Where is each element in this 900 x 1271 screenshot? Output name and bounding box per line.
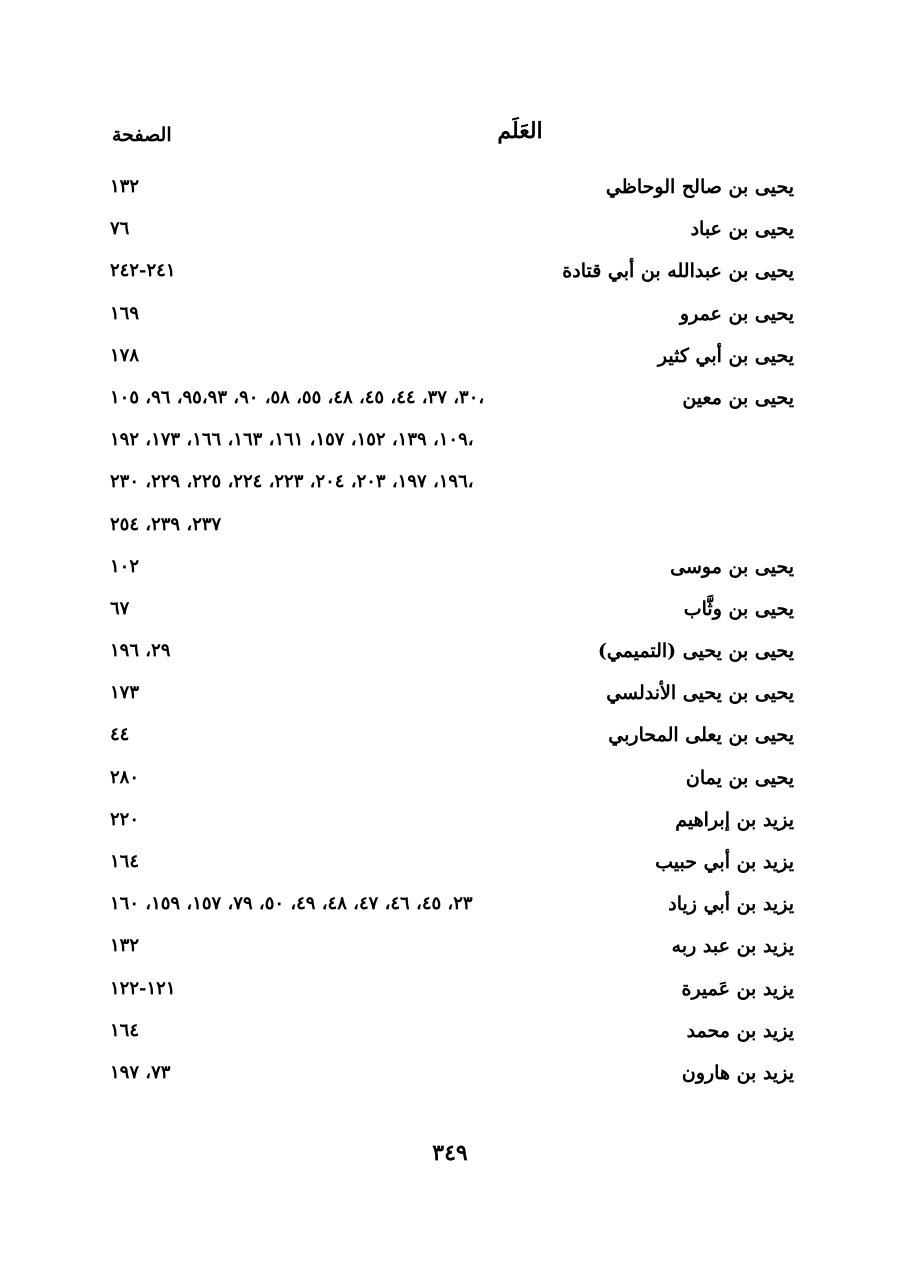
index-entry	[110, 632, 794, 674]
entry-name: يحيى بن عبدالله بن أبي قتادة	[562, 260, 794, 283]
entry-name: يحيى بن أبي كثير	[657, 344, 794, 367]
entry-name: يحيى بن صالح الوحاظي	[605, 176, 794, 198]
index-entry	[110, 1012, 794, 1054]
entry-pages: ١٦٩	[110, 302, 140, 324]
index-entry	[110, 590, 794, 632]
entry-pages: ١٦٤	[110, 1019, 140, 1041]
index-entry	[110, 716, 794, 758]
entry-name: يزيد بن أبي حبيب	[655, 851, 794, 873]
entry-pages: ٤٤	[110, 724, 130, 746]
entry-pages: ٢٤١-٢٤٢	[110, 260, 176, 282]
index-entry	[110, 421, 794, 463]
index-entry	[110, 168, 794, 210]
index-entry	[110, 970, 794, 1012]
entry-pages: ٢٢٠	[110, 808, 140, 830]
index-entry	[110, 295, 794, 337]
entry-pages: ١٣٢	[110, 176, 140, 197]
entry-pages: ١٧٣	[110, 682, 140, 704]
index-entry	[110, 379, 794, 421]
entry-name: يزيد بن محمد	[686, 1019, 794, 1042]
entry-pages: ٣٠، ٣٧، ٤٤، ٤٥، ٤٨، ٥٥، ٥٨، ٩٠، ٩٥،٩٣، ٩٦، ١٠٥،	[110, 386, 485, 408]
entry-pages: ٧٦	[110, 218, 130, 240]
entry-pages: ٢٣٧، ٢٣٩، ٢٥٤	[110, 513, 222, 535]
index-entry	[110, 506, 794, 548]
entry-pages: ١٧٨	[110, 344, 140, 366]
index-entry	[110, 843, 794, 885]
entry-name: يحيى بن يمان	[685, 766, 794, 789]
entry-name: يزيد بن عبد ربه	[671, 935, 794, 958]
entry-pages: ١٠٢	[110, 555, 140, 577]
entry-pages: ١٦٤	[110, 851, 140, 872]
index-list	[110, 168, 794, 1096]
index-entry	[110, 801, 794, 843]
page-column-header: الصفحة	[112, 124, 172, 146]
entry-name: يحيى بن يعلى المحاربي	[608, 724, 794, 747]
index-entry	[110, 1054, 794, 1096]
index-entry	[110, 674, 794, 716]
entry-pages: ٧٣، ١٩٧	[110, 1061, 171, 1083]
entry-name: يحيى بن يحيى الأندلسي	[606, 682, 794, 705]
index-entry	[110, 337, 794, 379]
entry-name: يحيى بن عباد	[690, 218, 794, 241]
index-entry	[110, 210, 794, 252]
name-column-header: العَلَم	[497, 118, 543, 144]
entry-name: يزيد بن إبراهيم	[675, 808, 794, 831]
entry-name: يزيد بن عَميرة	[681, 977, 794, 1000]
entry-name: يحيى بن وثَّاب	[683, 597, 794, 620]
index-entry	[110, 885, 794, 927]
page-number: ٣٤٩	[432, 1140, 468, 1166]
entry-pages: ٢٣، ٤٥، ٤٦، ٤٧، ٤٨، ٤٩، ٥٠، ٧٩، ١٥٧، ١٥٩، ١٦٠	[110, 893, 473, 915]
entry-pages: ٦٧	[110, 597, 130, 619]
index-entry	[110, 759, 794, 801]
entry-pages: ١٠٩، ١٣٩، ١٥٢، ١٥٧، ١٦١، ١٦٣، ١٦٦، ١٧٣، ١٩٢،	[110, 429, 474, 451]
index-entry	[110, 252, 794, 294]
entry-pages: ٢٩، ١٩٦	[110, 640, 171, 662]
index-entry	[110, 463, 794, 505]
entry-name: يزيد بن أبي زياد	[668, 893, 794, 916]
entry-pages: ١٣٢	[110, 935, 140, 957]
entry-name: يحيى بن معين	[682, 386, 794, 409]
entry-name: يحيى بن يحيى (التميمي)	[597, 640, 794, 663]
entry-name: يحيى بن عمرو	[679, 302, 794, 325]
index-entry	[110, 927, 794, 969]
entry-pages: ١٩٦، ١٩٧، ٢٠٣، ٢٠٤، ٢٢٣، ٢٢٤، ٢٢٥، ٢٢٩، ٢٣٠،	[110, 471, 474, 493]
entry-pages: ١٢١-١٢٢	[110, 977, 176, 999]
index-entry	[110, 548, 794, 590]
entry-pages: ٢٨٠	[110, 766, 140, 788]
entry-name: يزيد بن هارون	[681, 1061, 794, 1084]
entry-name: يحيى بن موسى	[670, 555, 794, 578]
